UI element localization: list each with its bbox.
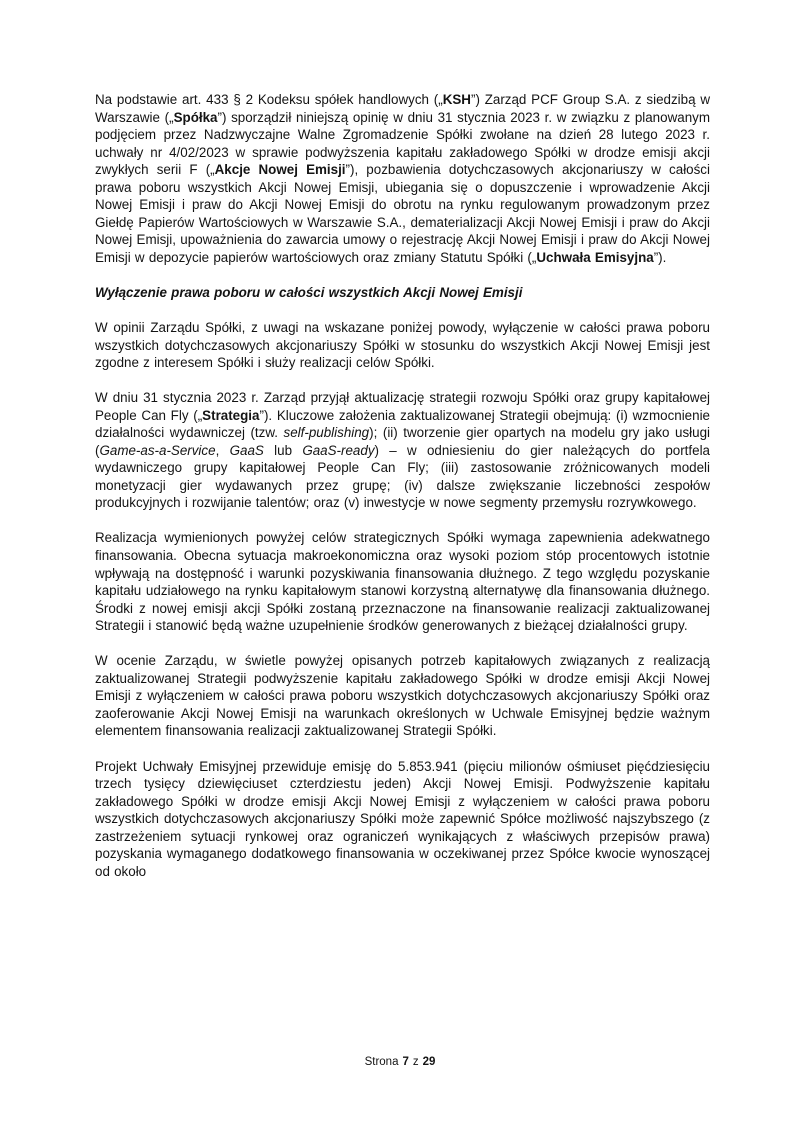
paragraph (95, 319, 710, 372)
document-body (95, 91, 710, 880)
paragraph (95, 758, 710, 881)
section-heading (95, 284, 710, 302)
text-run: Realizacja wymienionych powyżej celów strategicznych Spółki wymaga zapewnienia adekwatnego finansowania. Obecna sytuacja makroekonomiczna oraz wysoki poziom stóp procentowych istotnie wpływają na dostępność i warunki pozyskiwania finansowania dłużnego. Z tego względu pozyskanie kapitału udziałowego na rynku kapitałowym stanowi korzystną alternatywę dla finansowania dłużnego. Środki z nowej emisji akcji Spółki zostaną przeznaczone na finansowanie realizacji zaktualizowanej Strategii i stanowić będą ważne uzupełnienie środków generowanych z bieżącej działalności grupy. (95, 530, 710, 634)
text-run: GaaS-ready (302, 442, 375, 458)
text-run: ); (ii) tworzenie gier opartych na modelu gry jako usługi ( (95, 425, 710, 458)
text-run: Akcje Nowej Emisji (214, 162, 346, 178)
text-run: lub (263, 442, 303, 458)
text-run: W dniu 31 stycznia 2023 r. Zarząd przyjął aktualizację strategii rozwoju Spółki oraz grupy kapitałowej People Can Fly („ (95, 390, 710, 423)
text-run: ”), pozbawienia dotychczasowych akcjonariuszy w całości prawa poboru wszystkich Akcji Nowej Emisji, ubiegania się o dopuszczenie i wprowadzenie Akcji Nowej Emisji i praw do Akcji Nowej Emisji do obrotu na rynku regulowanym prowadzonym przez Giełdę Papierów Wartościowych w Warszawie S.A., dematerializacji Akcji Nowej Emisji i praw do Akcji Nowej Emisji, upoważnienia do zawarcia umowy o rejestrację Akcji Nowej Emisji i praw do Akcji Nowej Emisji w depozycie papierów wartościowych oraz zmiany Statutu Spółki („ (95, 162, 710, 265)
footer-label: Strona (364, 1056, 399, 1068)
text-run: Spółka (173, 109, 218, 125)
text-run: ”). Kluczowe założenia zaktualizowanej Strategii obejmują: (i) wzmocnienie działalności wydawniczej (tzw. (95, 407, 710, 441)
text-run: GaaS (229, 442, 264, 458)
text-run: Wyłączenie prawa poboru w całości wszystkich Akcji Nowej Emisji (95, 284, 523, 300)
text-run: ”) sporządził niniejszą opinię w dniu 31 stycznia 2023 r. w związku z planowanym podjęciem przez Nadzwyczajne Walne Zgromadzenie Spółki zwołane na dzień 28 lutego 2023 r. uchwały nr 4/02/2023 w sprawie podwyższenia kapitału zakładowego Spółki w drodze emisji akcji zwykłych serii F („ (95, 109, 710, 178)
text-run: , (215, 442, 230, 458)
text-run: Na podstawie art. 433 § 2 Kodeksu spółek handlowych („ (95, 92, 443, 107)
footer-page-number: 7 (402, 1056, 409, 1068)
text-run: Uchwała Emisyjna (536, 249, 654, 265)
footer-separator: z (412, 1056, 419, 1068)
text-run: Game-as-a-Service (99, 442, 216, 458)
text-run: KSH (442, 92, 471, 107)
text-run: Projekt Uchwały Emisyjnej przewiduje emisję do 5.853.941 (pięciu milionów ośmiuset pięćdziesięciu trzech tysięcy dziewięciuset czterdziestu jeden) Akcji Nowej Emisji. Podwyższenie kapitału zakładowego Spółki w drodze emisji Akcji Nowej Emisji z wyłączeniem w całości prawa poboru wszystkich dotychczasowych akcjonariuszy Spółki może zapewnić Spółce możliwość najszybszego (z zastrzeżeniem sytuacji rynkowej oraz ograniczeń wynikających z właściwych przepisów prawa) pozyskania wymaganego dodatkowego finansowania w oczekiwanej przez Spółce kwocie wynoszącej od około (95, 758, 710, 879)
paragraph (95, 652, 710, 740)
text-run: ”). (653, 249, 667, 265)
text-run: W opinii Zarządu Spółki, z uwagi na wskazane poniżej powody, wyłączenie w całości prawa poboru wszystkich dotychczasowych akcjonariuszy Spółki w stosunku do wszystkich Akcji Nowej Emisji jest zgodne z interesem Spółki i służy realizacji celów Spółki. (95, 320, 710, 371)
paragraph (95, 529, 710, 634)
paragraph (95, 389, 710, 512)
footer-total-pages: 29 (422, 1056, 436, 1068)
text-run: self-publishing (283, 425, 370, 441)
text-run: W ocenie Zarządu, w świetle powyżej opisanych potrzeb kapitałowych związanych z realizacją zaktualizowanej Strategii podwyższenie kapitału zakładowego Spółki w drodze emisji Akcji Nowej Emisji z wyłączeniem w całości prawa poboru wszystkich dotychczasowych akcjonariuszy Spółki oraz zaoferowanie Akcji Nowej Emisji na warunkach określonych w Uchwale Emisyjnej będzie ważnym elementem finansowania realizacji zaktualizowanej Strategii Spółki. (95, 653, 710, 739)
paragraph (95, 91, 710, 266)
page-footer (0, 1056, 800, 1068)
text-run: ) – w odniesieniu do gier należących do portfela wydawniczego grupy kapitałowej People Can Fly; (iii) zastosowanie zróżnicowanych modeli monetyzacji gier wydawanych przez grupę; (iv) dalsze zwiększanie liczebności zespołów produkcyjnych i rozwijanie talentów; oraz (v) inwestycje w nowe segmenty przemysłu rozrywkowego. (95, 442, 710, 511)
text-run: Strategia (202, 407, 260, 423)
text-run: ”) Zarząd PCF Group S.A. z siedzibą w Warszawie („ (95, 92, 711, 125)
